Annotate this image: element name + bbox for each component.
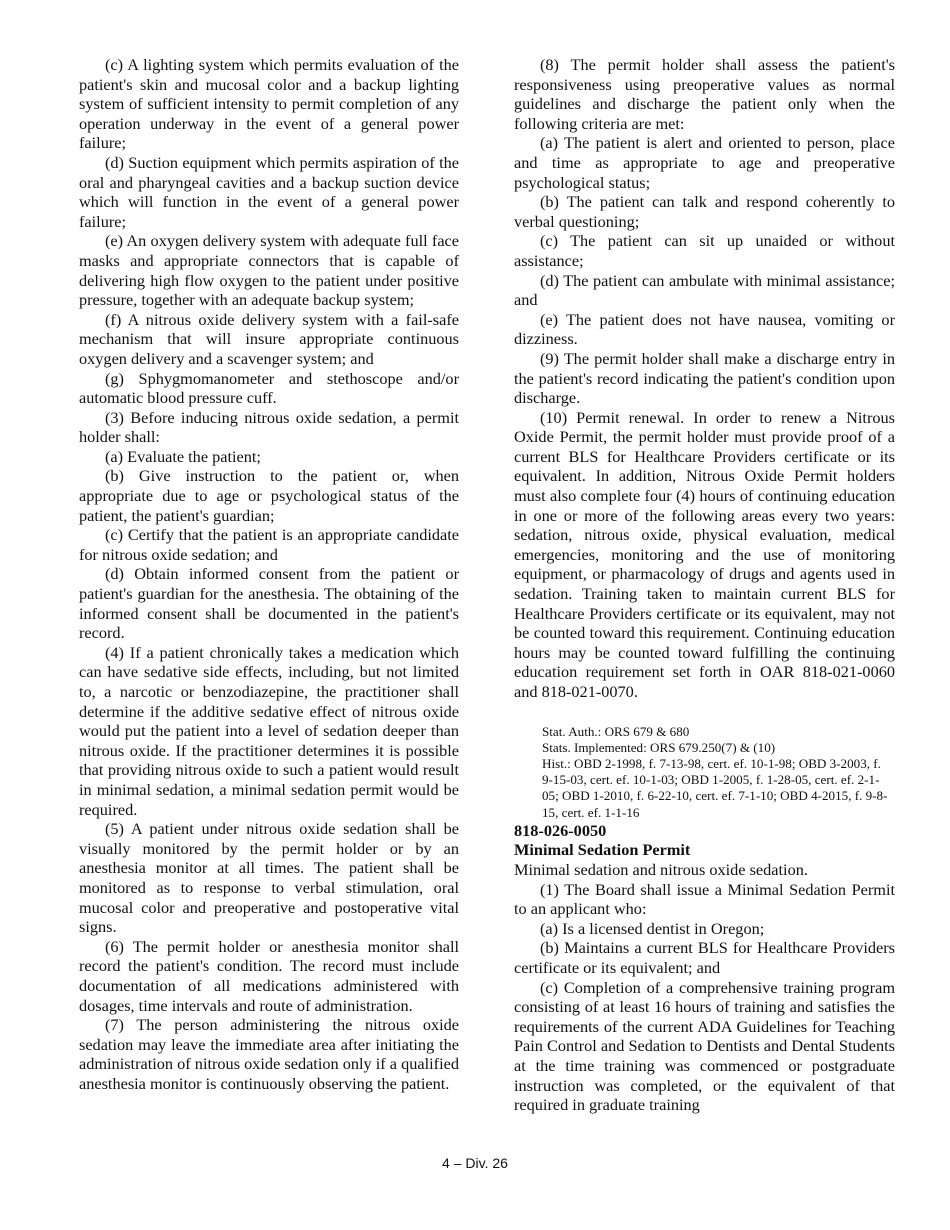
paragraph: (6) The permit holder or anesthesia monitor shall record the patient's condition. The record must include documentation of all medications administered with dosages, time intervals and route of administration. — [79, 936, 459, 1015]
paragraph: (7) The person administering the nitrous oxide sedation may leave the immediate area after initiating the administration of nitrous oxide sedation only if a qualified anesthesia monitor is continuously observing the patient. — [79, 1015, 459, 1093]
paragraph: (e) The patient does not have nausea, vomiting or dizziness. — [514, 309, 895, 349]
stats-implemented: Stats. Implemented: ORS 679.250(7) & (10) — [542, 739, 776, 755]
paragraph: (3) Before inducing nitrous oxide sedation, a permit holder shall: — [79, 407, 459, 447]
left-column — [79, 55, 459, 1093]
paragraph: (4) If a patient chronically takes a medication which can have sedative side effects, including, but not limited to, a narcotic or benzodiazepine, the practitioner shall determine if the additive sedative effect of nitrous oxide would put the patient into a level of sedation deeper than nitrous oxide. If the practitioner determines it is possible that providing nitrous oxide to such a patient would result in minimal sedation, a minimal sedation permit would be required. — [79, 642, 459, 819]
right-column — [514, 55, 895, 1115]
paragraph: (b) The patient can talk and respond coherently to verbal questioning; — [514, 192, 895, 231]
paragraph: (5) A patient under nitrous oxide sedation shall be visually monitored by the permit holder or by an anesthesia monitor at all times. The patient shall be monitored as to response to verbal stimulation, oral mucosal color and preoperative and postoperative vital signs. — [79, 819, 459, 937]
paragraph: (c) A lighting system which permits evaluation of the patient's skin and mucosal color and a backup lighting system of sufficient intensity to permit completion of any operation underway in the event of a general power failure; — [79, 55, 459, 153]
stat-auth: Stat. Auth.: ORS 679 & 680 — [542, 723, 690, 739]
paragraph: (f) A nitrous oxide delivery system with a fail-safe mechanism that will insure appropriate continuous oxygen delivery and a scavenger system; and — [79, 309, 459, 368]
paragraph: (b) Maintains a current BLS for Healthcare Providers certificate or its equivalent; and — [514, 938, 895, 977]
paragraph: (d) Suction equipment which permits aspiration of the oral and pharyngeal cavities and a backup suction device which will function in the event of a general power failure; — [79, 152, 459, 231]
paragraph: (g) Sphygmomanometer and stethoscope and/or automatic blood pressure cuff. — [79, 368, 459, 408]
history-note: Hist.: OBD 2-1998, f. 7-13-98, cert. ef. 10-1-98; OBD 3-2003, f. 9-15-03, cert. ef. 10-1-03; OBD 1-2005, f. 1-28-05, cert. ef. 2-1-05; OBD 1-2010, f. 6-22-10, cert. ef. 7-1-10; OBD 4-2015, f. 9-8-15, cert. ef. 1-1-16 — [542, 756, 888, 820]
paragraph: (b) Give instruction to the patient or, when appropriate due to age or psychological status of the patient, the patient's guardian; — [79, 466, 459, 525]
paragraph: (a) The patient is alert and oriented to person, place and time as appropriate to age and preoperative psychological status; — [514, 133, 895, 192]
paragraph: (a) Is a licensed dentist in Oregon; — [540, 918, 765, 938]
paragraph: (9) The permit holder shall make a discharge entry in the patient's record indicating the patient's condition upon discharge. — [514, 348, 895, 408]
paragraph: (e) An oxygen delivery system with adequate full face masks and appropriate connectors that is capable of delivering high flow oxygen to the patient under positive pressure, together with an adequate backup system; — [79, 231, 459, 310]
section-title: Minimal Sedation Permit — [514, 840, 691, 860]
paragraph: (c) Certify that the patient is an appropriate candidate for nitrous oxide sedation; and — [79, 525, 459, 564]
section-intro: Minimal sedation and nitrous oxide sedation. — [514, 860, 808, 879]
paragraph: (1) The Board shall issue a Minimal Sedation Permit to an applicant who: — [514, 879, 895, 919]
paragraph: (a) Evaluate the patient; — [105, 446, 261, 466]
paragraph: (d) The patient can ambulate with minimal assistance; and — [514, 270, 895, 310]
paragraph: (c) The patient can sit up unaided or without assistance; — [514, 231, 895, 270]
paragraph: (10) Permit renewal. In order to renew a Nitrous Oxide Permit, the permit holder must provide proof of a current BLS for Healthcare Providers certificate or its equivalent. In addition, Nitrous Oxide Permit holders must also complete four (4) hours of continuing education in one or more of the following areas every two years: sedation, nitrous oxide, physical evaluation, medical emergencies, monitoring and the use of monitoring equipment, or pharmacology of drugs and agents used in sedation. Training taken to maintain current BLS for Healthcare Providers certificate or its equivalent, may not be counted toward this requirement. Continuing education hours may be counted toward fulfilling the continuing education requirement set forth in OAR 818-021-0060 and 818-021-0070. — [514, 407, 895, 701]
statutory-notes — [514, 724, 895, 821]
section-number: 818-026-0050 — [514, 820, 607, 840]
paragraph: (8) The permit holder shall assess the patient's responsiveness using preoperative values as normal guidelines and discharge the patient only when the following criteria are met: — [514, 55, 895, 133]
paragraph: (c) Completion of a comprehensive training program consisting of at least 16 hours of training and satisfies the requirements of the current ADA Guidelines for Teaching Pain Control and Sedation to Dentists and Dental Students at the time training was commenced or postgraduate instruction was completed, or the equivalent of that required in graduate training — [514, 977, 895, 1115]
paragraph: (d) Obtain informed consent from the patient or patient's guardian for the anesthesia. The obtaining of the informed consent shall be documented in the patient's record. — [79, 564, 459, 643]
page-footer: 4 – Div. 26 — [442, 1155, 508, 1171]
